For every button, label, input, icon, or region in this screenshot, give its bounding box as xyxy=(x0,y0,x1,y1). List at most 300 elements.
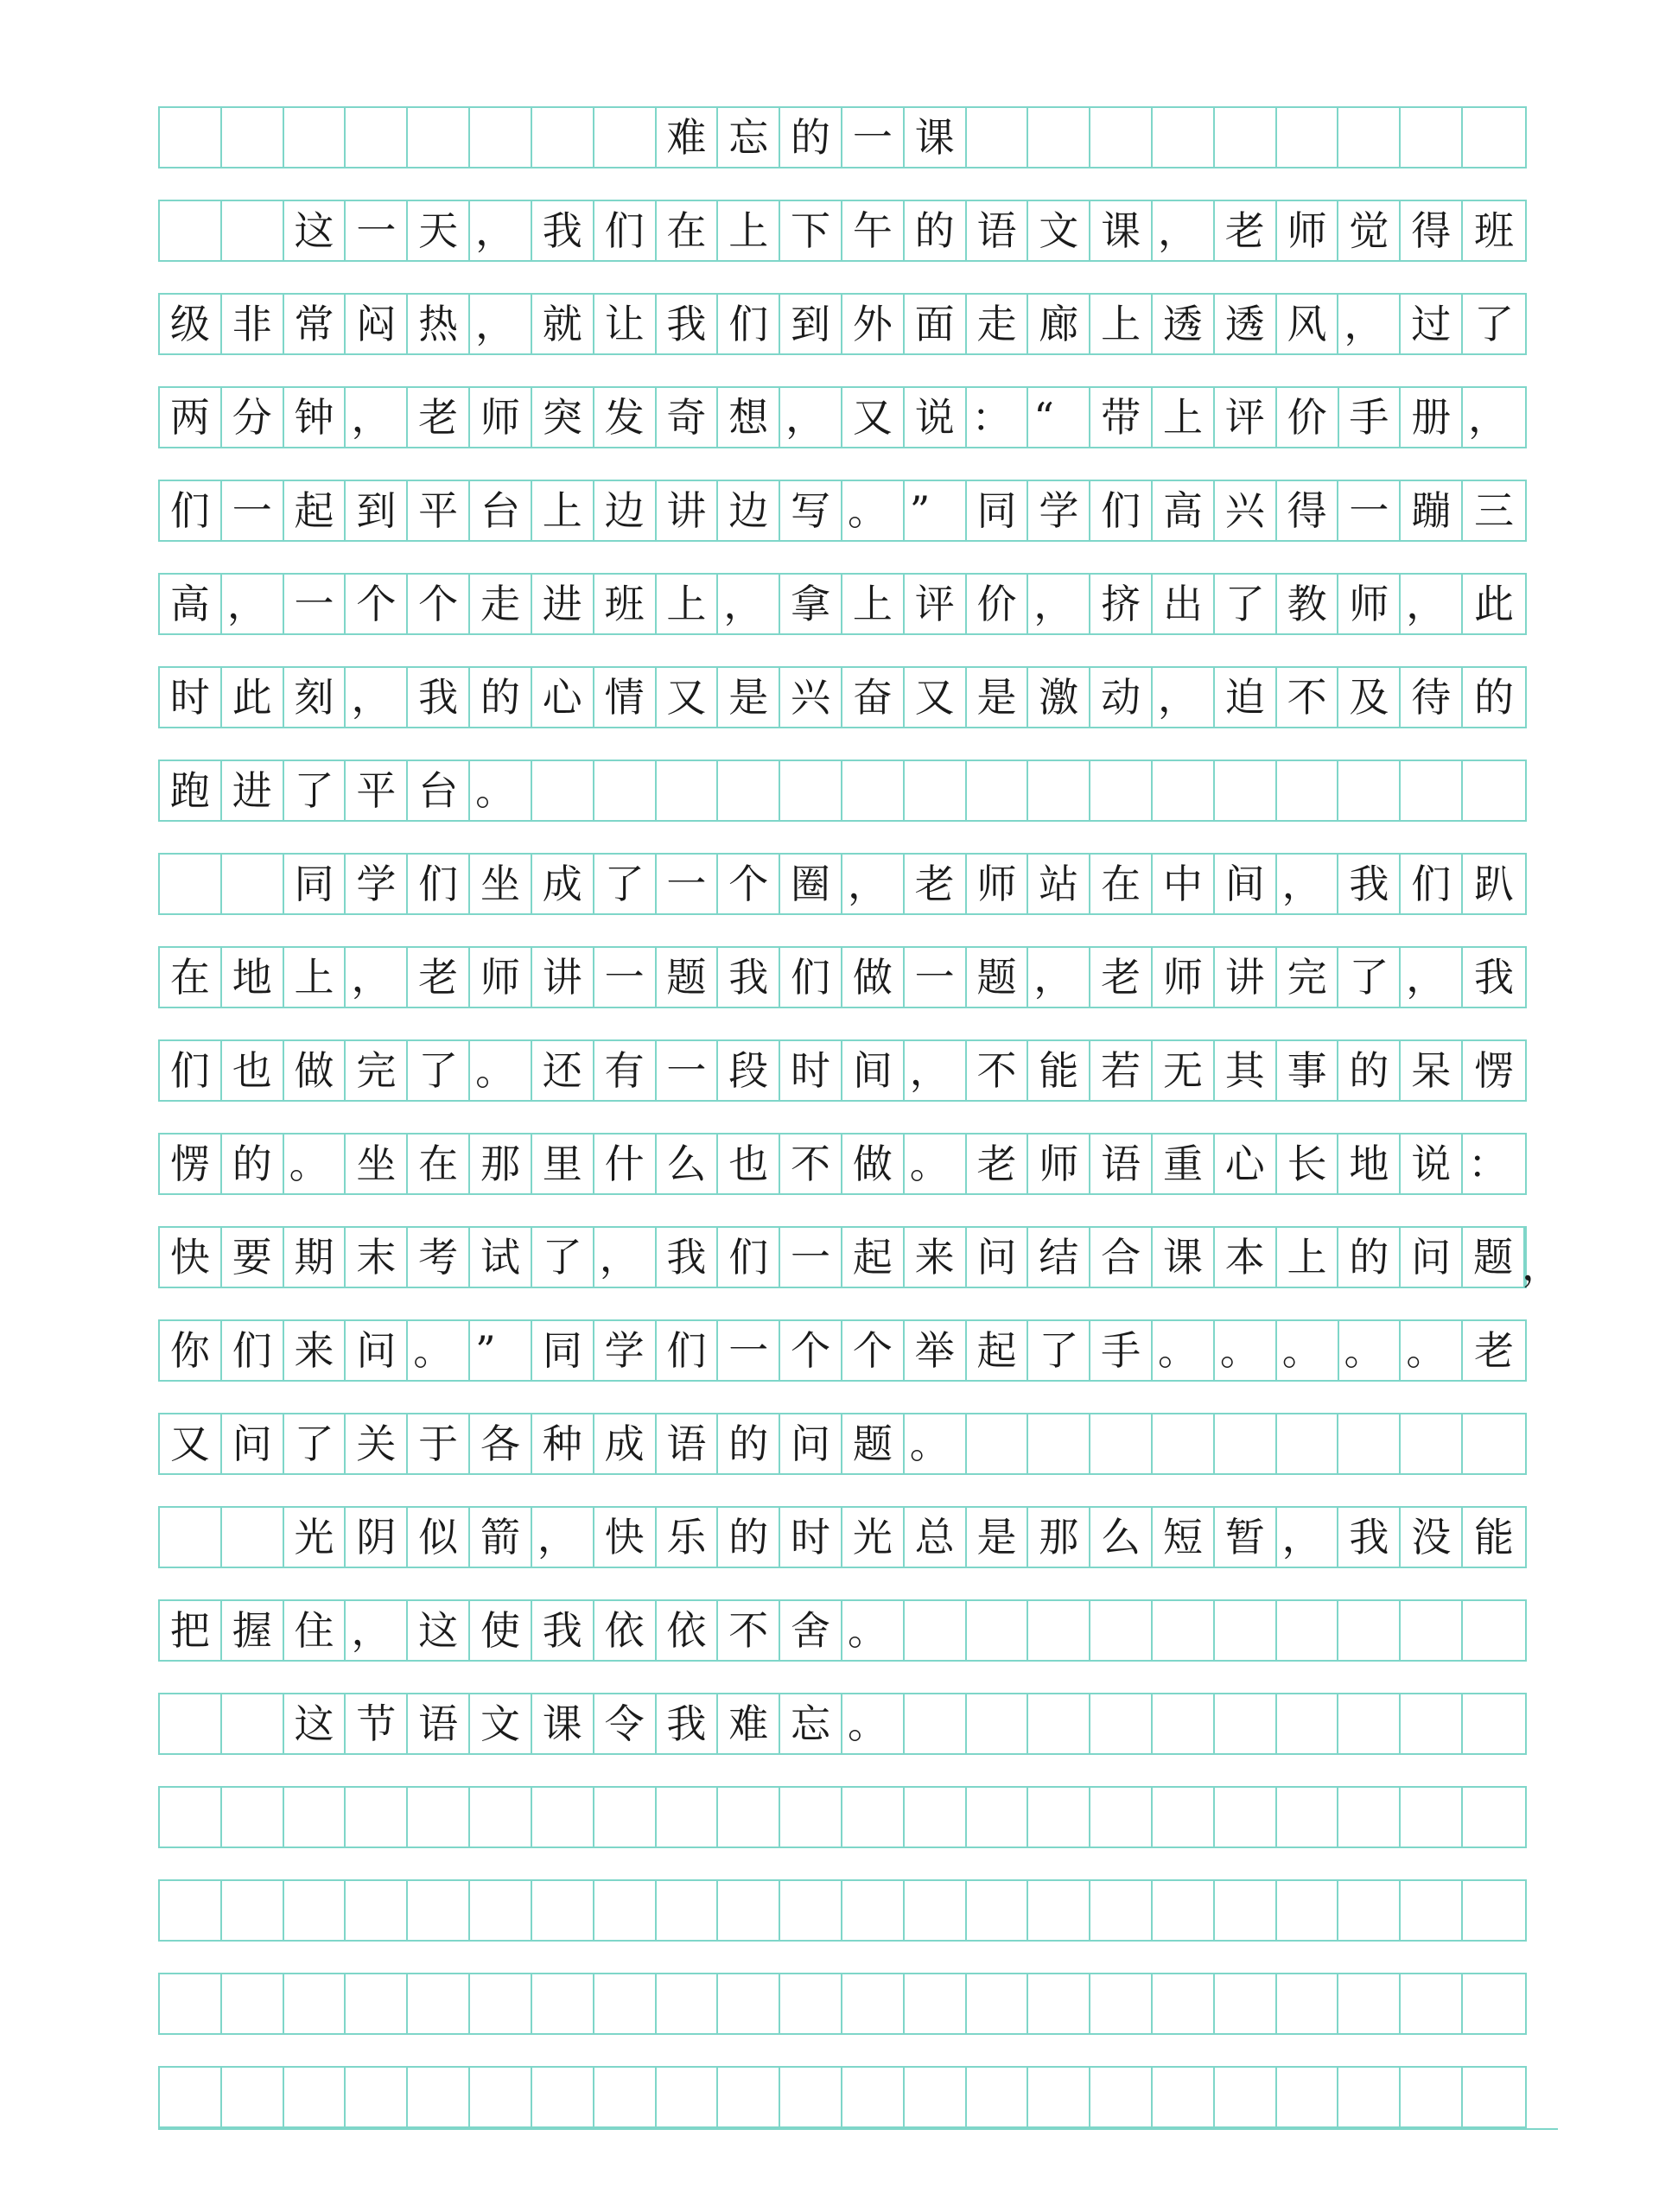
grid-cell: 来 xyxy=(284,1321,346,1380)
grid-cell: 于 xyxy=(408,1414,470,1473)
grid-cell: 问 xyxy=(346,1321,408,1380)
grid-cell: 不 xyxy=(1277,668,1339,727)
grid-cell: 做 xyxy=(842,948,905,1007)
grid-cell xyxy=(470,2068,532,2126)
essay-grid-paper xyxy=(158,106,1561,2159)
grid-cell: 此 xyxy=(1474,581,1515,627)
grid-cell: 我 xyxy=(1338,1508,1401,1567)
grid-cell: 依 xyxy=(657,1601,719,1660)
grid-cell: 无 xyxy=(1153,1041,1215,1100)
grid-cell xyxy=(1463,1881,1525,1940)
grid-cell: 不 xyxy=(780,1135,842,1193)
grid-cell xyxy=(1277,761,1339,820)
grid-cell: 要 xyxy=(222,1228,284,1287)
grid-cell: 心 xyxy=(532,668,594,727)
grid-cell: ， xyxy=(1028,948,1090,1007)
grid-cell: 中 xyxy=(1153,855,1215,913)
grid-cell: ， xyxy=(1028,575,1090,633)
grid-cell: 这 xyxy=(284,201,346,260)
grid-cell xyxy=(967,761,1029,820)
title-cell xyxy=(1153,108,1215,167)
grid-cell xyxy=(1153,1974,1215,2033)
grid-cell xyxy=(1401,761,1463,820)
grid-cell xyxy=(657,1974,719,2033)
title-cell xyxy=(1090,108,1153,167)
grid-cell xyxy=(780,761,842,820)
grid-cell xyxy=(1338,1414,1401,1473)
grid-cell: ， xyxy=(1401,575,1463,633)
grid-cell xyxy=(967,2068,1029,2126)
grid-cell: 事 xyxy=(1277,1041,1339,1100)
grid-cell: 题 xyxy=(1463,1228,1525,1287)
grid-cell xyxy=(780,1974,842,2033)
grid-cell: 节 xyxy=(346,1694,408,1753)
grid-cell: 问 xyxy=(1401,1228,1463,1287)
grid-cell: 一 xyxy=(780,1228,842,1287)
grid-cell: 我 xyxy=(718,948,780,1007)
grid-cell: 了 xyxy=(1338,948,1401,1007)
grid-cell: 学 xyxy=(346,855,408,913)
grid-cell: ， xyxy=(346,1601,408,1660)
grid-cell xyxy=(222,1974,284,2033)
grid-cell: 们 xyxy=(1090,481,1153,540)
grid-cell xyxy=(967,1601,1029,1660)
grid-cell: 还 xyxy=(532,1041,594,1100)
grid-cell: 的 xyxy=(222,1135,284,1193)
grid-cell: 的 xyxy=(470,668,532,727)
grid-cell: ， xyxy=(1401,948,1463,1007)
grid-cell: 情 xyxy=(594,668,657,727)
grid-cell: 午 xyxy=(842,201,905,260)
grid-cell: 我 xyxy=(532,201,594,260)
grid-cell: 的 xyxy=(1474,674,1514,721)
grid-cell xyxy=(1277,1601,1339,1660)
grid-cell: 个 xyxy=(842,1321,905,1380)
title-cell xyxy=(1338,108,1401,167)
grid-cell: 跑 xyxy=(160,761,222,820)
grid-cell: 那 xyxy=(1028,1508,1090,1567)
grid-cell: 透 xyxy=(1153,295,1215,353)
grid-cell: 班 xyxy=(1474,207,1514,254)
grid-cell: 。 xyxy=(1401,1321,1463,1380)
grid-cell xyxy=(718,1881,780,1940)
grid-cell: 若 xyxy=(1090,1041,1153,1100)
grid-cell: 同 xyxy=(967,481,1029,540)
grid-cell: ， xyxy=(1153,668,1215,727)
grid-cell: 。 xyxy=(470,761,532,820)
title-cell xyxy=(967,108,1029,167)
grid-cell xyxy=(1277,1788,1339,1847)
grid-cell xyxy=(967,1974,1029,2033)
grid-cell: 师 xyxy=(967,855,1029,913)
grid-cell: 。 xyxy=(842,1601,905,1660)
grid-cell: 握 xyxy=(222,1601,284,1660)
grid-cell: 边 xyxy=(718,481,780,540)
grid-cell: 一 xyxy=(657,1041,719,1100)
grid-cell: 写 xyxy=(780,481,842,540)
grid-cell: 。 xyxy=(284,1135,346,1193)
grid-cell: 讲 xyxy=(1215,948,1277,1007)
grid-cell: 分 xyxy=(222,388,284,447)
grid-cell xyxy=(718,1788,780,1847)
grid-cell: 觉 xyxy=(1338,201,1401,260)
grid-row xyxy=(158,1879,1527,1942)
grid-cell: 不 xyxy=(967,1041,1029,1100)
grid-cell: 愣 xyxy=(160,1135,222,1193)
grid-cell: 呆 xyxy=(1401,1041,1463,1100)
grid-cell: 激 xyxy=(1028,668,1090,727)
grid-cell xyxy=(284,1788,346,1847)
grid-cell: 动 xyxy=(1090,668,1153,727)
grid-cell: 完 xyxy=(346,1041,408,1100)
title-cell: 忘 xyxy=(718,108,780,167)
grid-cell: 了 xyxy=(1028,1321,1090,1380)
grid-cell: 刻 xyxy=(284,668,346,727)
grid-cell: 同 xyxy=(532,1321,594,1380)
grid-cell xyxy=(1153,1414,1215,1473)
grid-row xyxy=(158,386,1527,448)
grid-cell xyxy=(532,761,594,820)
grid-row xyxy=(158,666,1527,728)
grid-cell xyxy=(1277,1694,1339,1753)
grid-cell xyxy=(1090,1974,1153,2033)
grid-cell xyxy=(1338,2068,1401,2126)
grid-cell xyxy=(718,1974,780,2033)
grid-cell: 。 xyxy=(842,1694,905,1753)
grid-cell: 讲 xyxy=(657,481,719,540)
grid-cell xyxy=(1090,1694,1153,1753)
grid-cell xyxy=(160,1788,222,1847)
grid-cell xyxy=(346,1788,408,1847)
grid-cell: ， xyxy=(718,575,780,633)
grid-cell xyxy=(1028,1788,1090,1847)
margin-punctuation: ， xyxy=(1522,1243,1561,1289)
grid-cell: 也 xyxy=(222,1041,284,1100)
grid-cell: ， xyxy=(780,388,842,447)
grid-row xyxy=(158,1226,1561,1289)
grid-cell xyxy=(532,2068,594,2126)
grid-cell: 上 xyxy=(842,575,905,633)
grid-cell: 时 xyxy=(780,1041,842,1100)
grid-cell xyxy=(1028,761,1090,820)
grid-cell: 学 xyxy=(1028,481,1090,540)
grid-cell: 间 xyxy=(1215,855,1277,913)
grid-cell xyxy=(657,1788,719,1847)
grid-cell: 有 xyxy=(594,1041,657,1100)
grid-cell: 册 xyxy=(1401,388,1463,447)
grid-row xyxy=(158,2066,1527,2128)
grid-cell xyxy=(346,2068,408,2126)
grid-cell xyxy=(905,1788,967,1847)
grid-cell xyxy=(1338,1788,1401,1847)
grid-cell: 到 xyxy=(346,481,408,540)
grid-cell: 语 xyxy=(657,1414,719,1473)
grid-cell: 趴 xyxy=(1474,861,1514,907)
grid-cell: 。 xyxy=(1277,1321,1339,1380)
title-cell xyxy=(594,108,657,167)
grid-cell xyxy=(222,1881,284,1940)
grid-cell xyxy=(222,855,284,913)
grid-cell: 发 xyxy=(594,388,657,447)
grid-cell: 快 xyxy=(160,1228,222,1287)
title-cell: 一 xyxy=(842,108,905,167)
grid-cell: 上 xyxy=(532,481,594,540)
grid-cell: 让 xyxy=(594,295,657,353)
grid-cell: ： xyxy=(1468,1141,1509,1187)
grid-cell xyxy=(1028,1414,1090,1473)
grid-cell xyxy=(1463,1788,1525,1847)
grid-cell: 边 xyxy=(594,481,657,540)
grid-cell: 台 xyxy=(470,481,532,540)
grid-cell: 想 xyxy=(718,388,780,447)
grid-cell: 把 xyxy=(160,1601,222,1660)
grid-cell xyxy=(1153,2068,1215,2126)
grid-cell: 们 xyxy=(160,1041,222,1100)
grid-cell: 拿 xyxy=(780,575,842,633)
grid-cell xyxy=(1153,761,1215,820)
title-cell xyxy=(160,108,222,167)
grid-cell xyxy=(1463,2068,1525,2126)
grid-cell xyxy=(1028,2068,1090,2126)
grid-cell: 上 xyxy=(1090,295,1153,353)
grid-cell: 光 xyxy=(284,1508,346,1567)
grid-cell: 老 xyxy=(408,948,470,1007)
grid-cell: 你 xyxy=(160,1321,222,1380)
grid-cell: 走 xyxy=(967,295,1029,353)
grid-cell: 个 xyxy=(718,855,780,913)
grid-cell xyxy=(842,1881,905,1940)
grid-cell xyxy=(1215,2068,1277,2126)
grid-cell xyxy=(967,1788,1029,1847)
title-cell: 难 xyxy=(657,108,719,167)
grid-cell xyxy=(532,1974,594,2033)
grid-cell: 的 xyxy=(718,1508,780,1567)
grid-cell: 老 xyxy=(1090,948,1153,1007)
grid-row xyxy=(158,573,1527,635)
grid-cell xyxy=(408,1974,470,2033)
grid-cell: ， xyxy=(532,1508,594,1567)
grid-cell xyxy=(1463,1601,1525,1660)
grid-cell: 。 xyxy=(408,1321,470,1380)
grid-cell: 问 xyxy=(222,1414,284,1473)
grid-cell: 了 xyxy=(1474,301,1514,347)
grid-cell xyxy=(594,761,657,820)
grid-cell: 们 xyxy=(718,1228,780,1287)
grid-cell xyxy=(222,201,284,260)
grid-cell: 合 xyxy=(1090,1228,1153,1287)
grid-cell xyxy=(1338,1694,1401,1753)
grid-cell: 心 xyxy=(1215,1135,1277,1193)
grid-cell: 起 xyxy=(284,481,346,540)
grid-cell: 了 xyxy=(594,855,657,913)
grid-cell: 文 xyxy=(470,1694,532,1753)
grid-cell: 讲 xyxy=(532,948,594,1007)
grid-cell xyxy=(657,1881,719,1940)
grid-cell: 又 xyxy=(842,388,905,447)
grid-cell: 起 xyxy=(842,1228,905,1287)
grid-cell xyxy=(1215,1601,1277,1660)
grid-cell xyxy=(1338,1601,1401,1660)
grid-cell: ， xyxy=(222,575,284,633)
grid-cell: 一 xyxy=(1338,481,1401,540)
grid-cell: 价 xyxy=(1277,388,1339,447)
grid-cell: 突 xyxy=(532,388,594,447)
grid-cell: 上 xyxy=(284,948,346,1007)
grid-cell: 。 xyxy=(1215,1321,1277,1380)
grid-cell: 们 xyxy=(1401,855,1463,913)
grid-cell: 的 xyxy=(718,1414,780,1473)
grid-cell: ， xyxy=(905,1041,967,1100)
grid-cell: 我 xyxy=(408,668,470,727)
grid-cell xyxy=(718,761,780,820)
grid-cell: 能 xyxy=(1474,1514,1514,1560)
grid-cell: 似 xyxy=(408,1508,470,1567)
grid-cell: ： xyxy=(967,388,1029,447)
grid-cell xyxy=(905,761,967,820)
grid-cell: 题 xyxy=(967,948,1029,1007)
grid-row xyxy=(158,946,1527,1008)
grid-cell: 台 xyxy=(408,761,470,820)
grid-cell: 兴 xyxy=(1215,481,1277,540)
grid-cell: 使 xyxy=(470,1601,532,1660)
grid-cell: 待 xyxy=(1401,668,1463,727)
grid-cell: 高 xyxy=(1153,481,1215,540)
grid-cell xyxy=(1401,1788,1463,1847)
grid-cell xyxy=(1090,2068,1153,2126)
title-cell xyxy=(532,108,594,167)
grid-row xyxy=(158,853,1527,915)
grid-cell: 关 xyxy=(346,1414,408,1473)
grid-cell: 的 xyxy=(1338,1228,1401,1287)
grid-cell: 说 xyxy=(905,388,967,447)
grid-cell: 得 xyxy=(1277,481,1339,540)
grid-cell xyxy=(408,2068,470,2126)
grid-cell: ， xyxy=(1277,1508,1339,1567)
grid-cell: 地 xyxy=(222,948,284,1007)
grid-cell: 其 xyxy=(1215,1041,1277,1100)
grid-cell: 同 xyxy=(284,855,346,913)
grid-cell: 我 xyxy=(1338,855,1401,913)
grid-cell: 个 xyxy=(346,575,408,633)
grid-cell: 重 xyxy=(1153,1135,1215,1193)
bottom-rule xyxy=(158,2128,1558,2130)
title-cell xyxy=(1463,108,1525,167)
grid-cell: 教 xyxy=(1277,575,1339,633)
grid-cell: 一 xyxy=(284,575,346,633)
grid-cell: 非 xyxy=(222,295,284,353)
grid-row xyxy=(158,1506,1527,1568)
grid-cell xyxy=(1215,1974,1277,2033)
grid-cell: 一 xyxy=(346,201,408,260)
grid-row xyxy=(158,200,1527,262)
grid-cell: 么 xyxy=(1090,1508,1153,1567)
grid-cell: 。 xyxy=(842,481,905,540)
grid-cell: 老 xyxy=(1474,1327,1515,1374)
grid-cell: 起 xyxy=(967,1321,1029,1380)
grid-cell xyxy=(470,1974,532,2033)
grid-cell: 在 xyxy=(160,948,222,1007)
grid-cell: 的 xyxy=(905,201,967,260)
grid-cell xyxy=(842,1974,905,2033)
grid-cell: 了 xyxy=(408,1041,470,1100)
grid-row xyxy=(158,1039,1527,1102)
title-row xyxy=(158,106,1527,168)
grid-cell xyxy=(905,1601,967,1660)
grid-cell: 迫 xyxy=(1215,668,1277,727)
grid-cell: 老 xyxy=(905,855,967,913)
grid-cell: ， xyxy=(470,295,532,353)
grid-cell xyxy=(160,201,222,260)
grid-cell: 及 xyxy=(1338,668,1401,727)
grid-cell: 出 xyxy=(1153,575,1215,633)
grid-row xyxy=(158,1786,1527,1848)
grid-cell xyxy=(1338,1881,1401,1940)
grid-cell: 短 xyxy=(1153,1508,1215,1567)
grid-cell xyxy=(1090,1414,1153,1473)
grid-cell: 忘 xyxy=(780,1694,842,1753)
grid-cell xyxy=(1463,1694,1525,1753)
grid-cell: ， xyxy=(346,388,408,447)
grid-cell: 种 xyxy=(532,1414,594,1473)
grid-cell: 的 xyxy=(1338,1041,1401,1100)
grid-cell: 地 xyxy=(1338,1135,1401,1193)
title-cell xyxy=(470,108,532,167)
grid-cell xyxy=(1463,761,1525,820)
grid-cell xyxy=(1215,1881,1277,1940)
grid-cell xyxy=(1338,761,1401,820)
grid-cell xyxy=(657,761,719,820)
grid-cell: 师 xyxy=(1028,1135,1090,1193)
grid-cell xyxy=(346,1974,408,2033)
grid-cell: 各 xyxy=(470,1414,532,1473)
grid-cell: 热 xyxy=(408,295,470,353)
grid-cell: 们 xyxy=(657,1321,719,1380)
grid-cell xyxy=(905,1881,967,1940)
grid-cell xyxy=(160,1974,222,2033)
grid-cell: 问 xyxy=(967,1228,1029,1287)
grid-cell: 试 xyxy=(470,1228,532,1287)
grid-cell xyxy=(594,1974,657,2033)
grid-cell: 是 xyxy=(967,668,1029,727)
grid-cell xyxy=(1153,1694,1215,1753)
grid-cell: 了 xyxy=(532,1228,594,1287)
grid-row xyxy=(158,1973,1527,2035)
title-cell: 的 xyxy=(780,108,842,167)
grid-cell xyxy=(594,1788,657,1847)
grid-cell: 语 xyxy=(967,201,1029,260)
grid-cell: 上 xyxy=(657,575,719,633)
grid-cell: 常 xyxy=(284,295,346,353)
grid-cell: 令 xyxy=(594,1694,657,1753)
grid-cell: 一 xyxy=(657,855,719,913)
grid-cell xyxy=(160,2068,222,2126)
grid-cell: 乐 xyxy=(657,1508,719,1567)
grid-cell: 段 xyxy=(718,1041,780,1100)
grid-cell xyxy=(1090,1881,1153,1940)
grid-cell xyxy=(1215,761,1277,820)
grid-cell: 一 xyxy=(222,481,284,540)
grid-cell: 依 xyxy=(594,1601,657,1660)
grid-cell xyxy=(905,1694,967,1753)
grid-cell: 师 xyxy=(470,388,532,447)
grid-cell: ， xyxy=(1153,201,1215,260)
grid-cell: 。 xyxy=(1339,1321,1402,1380)
grid-cell: 时 xyxy=(780,1508,842,1567)
grid-cell: 箭 xyxy=(470,1508,532,1567)
grid-cell: ， xyxy=(1277,855,1339,913)
grid-cell xyxy=(1401,1881,1463,1940)
grid-cell xyxy=(905,1974,967,2033)
